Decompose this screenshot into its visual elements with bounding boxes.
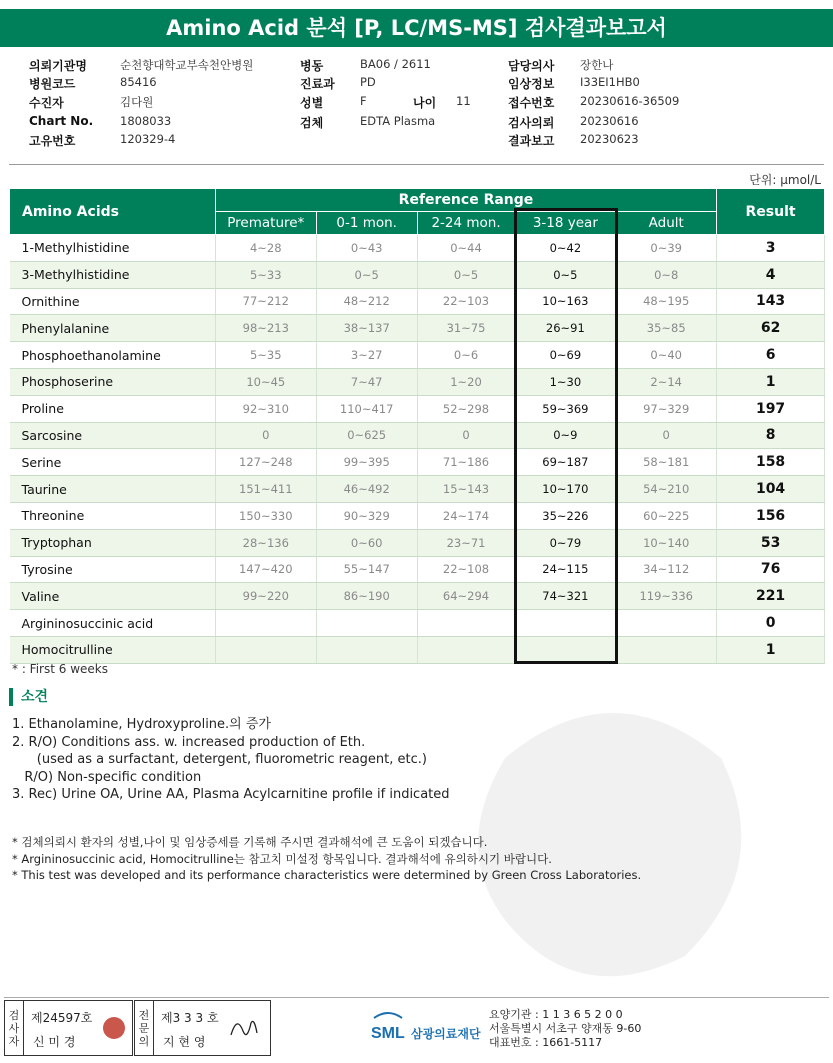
reference-range-cell: 22~108: [417, 556, 515, 583]
background-watermark: [433, 650, 793, 1010]
amino-acid-name: Proline: [10, 395, 216, 422]
result-cell: 76: [717, 556, 825, 583]
reference-range-cell: 0~79: [515, 529, 616, 556]
reference-range-cell: 147~420: [215, 556, 316, 583]
header-amino-acids: Amino Acids: [10, 189, 216, 235]
reference-range-cell: 31~75: [417, 315, 515, 342]
contact-line: 서울특별시 서초구 양재동 9-60: [489, 1022, 642, 1035]
tester-label: [5, 1001, 24, 1055]
vertical-label-char: 자: [8, 1034, 20, 1048]
table-row: [10, 288, 825, 315]
amino-acid-name: 1-Methylhistidine: [10, 235, 216, 262]
doctor-license: 제3 3 3 호: [161, 1011, 219, 1025]
amino-acid-name: 3-Methylhistidine: [10, 261, 216, 288]
reference-range-cell: 77~212: [215, 288, 316, 315]
info-value: F: [360, 94, 367, 108]
doctor-signature: [134, 1000, 271, 1056]
reference-range-cell: 24~115: [515, 556, 616, 583]
info-label: 진료과: [300, 77, 335, 91]
reference-range-cell: 48~212: [316, 288, 417, 315]
sml-logo-icon: [368, 1008, 408, 1048]
table-row: [10, 556, 825, 583]
info-value: 장한나: [580, 58, 614, 72]
reference-range-cell: [316, 610, 417, 637]
info-value: 순천향대학교부속천안병원: [120, 58, 254, 72]
result-cell: 62: [717, 315, 825, 342]
reference-range-cell: 10~163: [515, 288, 616, 315]
result-cell: 3: [717, 235, 825, 262]
reference-range-cell: [616, 636, 717, 663]
reference-range-cell: 10~45: [215, 368, 316, 395]
reference-range-cell: 0~625: [316, 422, 417, 449]
opinion-line: R/O) Non-specific condition: [12, 769, 202, 785]
result-cell: 158: [717, 449, 825, 476]
note-line: * Argininosuccinic acid, Homocitrulline는 참고치 미설정 항목입니다. 결과해석에 유의하시기 바랍니다.: [12, 851, 552, 866]
opinion-title: 소견: [9, 688, 48, 706]
table-row: [10, 583, 825, 610]
result-cell: 6: [717, 342, 825, 369]
amino-acid-name: Phosphoserine: [10, 368, 216, 395]
amino-acid-name: Tryptophan: [10, 529, 216, 556]
reference-range-cell: 23~71: [417, 529, 515, 556]
reference-range-cell: 0~6: [417, 342, 515, 369]
reference-range-cell: 110~417: [316, 395, 417, 422]
info-label: Chart No.: [29, 114, 94, 128]
result-cell: 104: [717, 476, 825, 503]
table-row: [10, 449, 825, 476]
tester-signature: [4, 1000, 133, 1056]
reference-range-cell: 0~9: [515, 422, 616, 449]
divider: [9, 164, 824, 165]
reference-range-cell: 0~43: [316, 235, 417, 262]
table-row: [10, 368, 825, 395]
info-value: 20230616: [580, 114, 639, 128]
reference-range-cell: [316, 636, 417, 663]
reference-range-cell: 0: [616, 422, 717, 449]
info-label: 임상정보: [508, 77, 555, 91]
table-row: [10, 502, 825, 529]
vertical-label-char: 사: [8, 1021, 20, 1035]
reference-range-cell: 99~395: [316, 449, 417, 476]
result-cell: 53: [717, 529, 825, 556]
reference-range-cell: [417, 636, 515, 663]
amino-acid-name: Valine: [10, 583, 216, 610]
info-value: BA06 / 2611: [360, 57, 431, 71]
logo-abbr: SML: [371, 1025, 405, 1042]
reference-range-cell: 10~170: [515, 476, 616, 503]
reference-range-cell: 151~411: [215, 476, 316, 503]
table-row: [10, 422, 825, 449]
amino-acid-name: Serine: [10, 449, 216, 476]
unit-label: 단위: μmol/L: [749, 173, 821, 187]
signature-bar: [4, 997, 829, 1058]
reference-range-cell: 24~174: [417, 502, 515, 529]
result-cell: 0: [717, 610, 825, 637]
reference-range-cell: 0~44: [417, 235, 515, 262]
reference-range-cell: 2~14: [616, 368, 717, 395]
reference-range-cell: 58~181: [616, 449, 717, 476]
amino-acid-name: Taurine: [10, 476, 216, 503]
reference-range-cell: 0~42: [515, 235, 616, 262]
reference-range-cell: 59~369: [515, 395, 616, 422]
amino-acid-name: Ornithine: [10, 288, 216, 315]
note-line: * This test was developed and its performance characteristics were determined by Green Cross Laboratories.: [12, 868, 642, 882]
info-value: 85416: [120, 75, 157, 89]
result-cell: 1: [717, 368, 825, 395]
reference-range-cell: 1~20: [417, 368, 515, 395]
reference-range-cell: 64~294: [417, 583, 515, 610]
reference-range-cell: 28~136: [215, 529, 316, 556]
reference-range-cell: 0: [215, 422, 316, 449]
reference-range-cell: 97~329: [616, 395, 717, 422]
reference-range-cell: 35~85: [616, 315, 717, 342]
amino-acid-name: Phosphoethanolamine: [10, 342, 216, 369]
reference-range-cell: 0~5: [316, 261, 417, 288]
reference-range-cell: 0: [417, 422, 515, 449]
result-cell: 156: [717, 502, 825, 529]
notes: [12, 834, 641, 884]
info-label: 검체: [300, 116, 324, 130]
info-label: 고유번호: [29, 134, 76, 148]
table-row: [10, 261, 825, 288]
seal-stamp-icon: [103, 1017, 125, 1039]
reference-range-cell: 52~298: [417, 395, 515, 422]
reference-range-cell: 4~28: [215, 235, 316, 262]
reference-range-cell: 0~40: [616, 342, 717, 369]
sml-logo: [368, 1008, 486, 1048]
subheader-age-group: 0-1 mon.: [316, 212, 417, 235]
reference-range-cell: 0~60: [316, 529, 417, 556]
reference-range-cell: 1~30: [515, 368, 616, 395]
reference-range-cell: 48~195: [616, 288, 717, 315]
reference-range-cell: 86~190: [316, 583, 417, 610]
reference-range-cell: 26~91: [515, 315, 616, 342]
reference-range-cell: 22~103: [417, 288, 515, 315]
amino-acid-name: Homocitrulline: [10, 636, 216, 663]
amino-acid-name: Argininosuccinic acid: [10, 610, 216, 637]
info-label: 수진자: [29, 96, 64, 110]
subheader-age-group: Premature*: [215, 212, 316, 235]
info-value: PD: [360, 75, 376, 89]
reference-range-cell: 98~213: [215, 315, 316, 342]
result-cell: 1: [717, 636, 825, 663]
reference-range-cell: 92~310: [215, 395, 316, 422]
opinion-text: [12, 716, 450, 804]
reference-range-cell: 46~492: [316, 476, 417, 503]
info-label: 의뢰기관명: [29, 59, 87, 73]
reference-range-cell: 0~5: [417, 261, 515, 288]
result-cell: 8: [717, 422, 825, 449]
result-cell: 197: [717, 395, 825, 422]
info-label: 담당의사: [508, 59, 555, 73]
reference-range-cell: 90~329: [316, 502, 417, 529]
reference-range-cell: 15~143: [417, 476, 515, 503]
doctor-label: [135, 1001, 154, 1055]
opinion-line: 2. R/O) Conditions ass. w. increased production of Eth.: [12, 734, 366, 750]
amino-acid-name: Sarcosine: [10, 422, 216, 449]
reference-range-cell: 5~35: [215, 342, 316, 369]
opinion-line: (used as a surfactant, detergent, fluorometric reagent, etc.): [12, 752, 427, 767]
contact-line: 요양기관 : 1 1 3 6 5 2 0 0: [489, 1008, 623, 1021]
reference-range-cell: 38~137: [316, 315, 417, 342]
signature-scribble-icon: [227, 1013, 263, 1043]
vertical-label-char: 문: [138, 1021, 150, 1035]
reference-range-cell: 99~220: [215, 583, 316, 610]
reference-range-cell: 150~330: [215, 502, 316, 529]
tester-license: 제24597호: [31, 1011, 93, 1025]
reference-range-cell: 0~5: [515, 261, 616, 288]
table-row: [10, 529, 825, 556]
reference-range-cell: [616, 610, 717, 637]
reference-range-cell: 71~186: [417, 449, 515, 476]
reference-range-cell: 60~225: [616, 502, 717, 529]
table-row: [10, 342, 825, 369]
result-cell: 143: [717, 288, 825, 315]
info-value: EDTA Plasma: [360, 114, 436, 128]
reference-range-cell: 7~47: [316, 368, 417, 395]
reference-range-cell: [417, 610, 515, 637]
reference-range-cell: 0~8: [616, 261, 717, 288]
vertical-label-char: 검: [8, 1008, 20, 1022]
table-row: [10, 610, 825, 637]
reference-range-cell: 3~27: [316, 342, 417, 369]
contact-line: 대표번호 : 1661-5117: [489, 1036, 603, 1049]
result-cell: 221: [717, 583, 825, 610]
info-label: 접수번호: [508, 96, 555, 110]
table-row: [10, 235, 825, 262]
info-value: 1808033: [120, 114, 172, 128]
info-value: 김다원: [120, 95, 154, 109]
subheader-age-group: Adult: [616, 212, 717, 235]
info-label: 병원코드: [29, 77, 76, 91]
reference-range-cell: 35~226: [515, 502, 616, 529]
vertical-label-char: 의: [138, 1034, 150, 1048]
note-line: * 검체의뢰시 환자의 성별,나이 및 임상증세를 기록해 주시면 결과해석에 큰 도움이 되겠습니다.: [12, 835, 488, 849]
info-label: 성별: [300, 96, 324, 110]
reference-range-cell: 0~39: [616, 235, 717, 262]
tester-name: 신 미 경: [33, 1035, 76, 1049]
table-row: [10, 476, 825, 503]
opinion-line: 3. Rec) Urine OA, Urine AA, Plasma Acylcarnitine profile if indicated: [12, 787, 450, 802]
reference-range-cell: 55~147: [316, 556, 417, 583]
table-row: [10, 636, 825, 663]
reference-range-cell: 54~210: [616, 476, 717, 503]
age-value: 11: [456, 94, 471, 108]
reference-range-cell: 74~321: [515, 583, 616, 610]
reference-range-cell: [215, 610, 316, 637]
result-cell: 4: [717, 261, 825, 288]
info-label: 결과보고: [508, 134, 555, 148]
info-value: 20230616-36509: [580, 94, 680, 108]
info-value: 20230623: [580, 132, 639, 146]
subheader-age-group: 3-18 year: [515, 212, 616, 235]
reference-range-cell: [215, 636, 316, 663]
reference-range-cell: 34~112: [616, 556, 717, 583]
table-row: [10, 315, 825, 342]
reference-range-cell: 119~336: [616, 583, 717, 610]
amino-acid-table: [9, 188, 825, 664]
amino-acid-name: Tyrosine: [10, 556, 216, 583]
table-row: [10, 395, 825, 422]
info-label: 병동: [300, 59, 324, 73]
reference-range-cell: 127~248: [215, 449, 316, 476]
reference-range-cell: 10~140: [616, 529, 717, 556]
info-value: I33EI1HB0: [580, 75, 640, 89]
logo-name: 삼광의료재단: [411, 1027, 481, 1041]
patient-info: [0, 52, 833, 160]
age-label: 나이: [413, 96, 437, 110]
amino-acid-name: Phenylalanine: [10, 315, 216, 342]
contact-info: [489, 1008, 641, 1050]
info-label: 검사의뢰: [508, 116, 555, 130]
highlight-3-18-year: [514, 208, 618, 664]
vertical-label-char: 전: [138, 1008, 150, 1022]
header-result: Result: [717, 189, 825, 235]
report-title: Amino Acid 분석 [P, LC/MS-MS] 검사결과보고서: [0, 9, 833, 47]
reference-range-cell: 0~69: [515, 342, 616, 369]
reference-range-cell: 69~187: [515, 449, 616, 476]
doctor-name: 지 현 영: [163, 1035, 206, 1049]
header-reference-range: Reference Range: [215, 189, 716, 212]
subheader-age-group: 2-24 mon.: [417, 212, 515, 235]
footnote: * : First 6 weeks: [12, 662, 108, 676]
reference-range-cell: 5~33: [215, 261, 316, 288]
opinion-line: 1. Ethanolamine, Hydroxyproline.의 증가: [12, 717, 271, 732]
info-value: 120329-4: [120, 132, 176, 146]
amino-acid-name: Threonine: [10, 502, 216, 529]
